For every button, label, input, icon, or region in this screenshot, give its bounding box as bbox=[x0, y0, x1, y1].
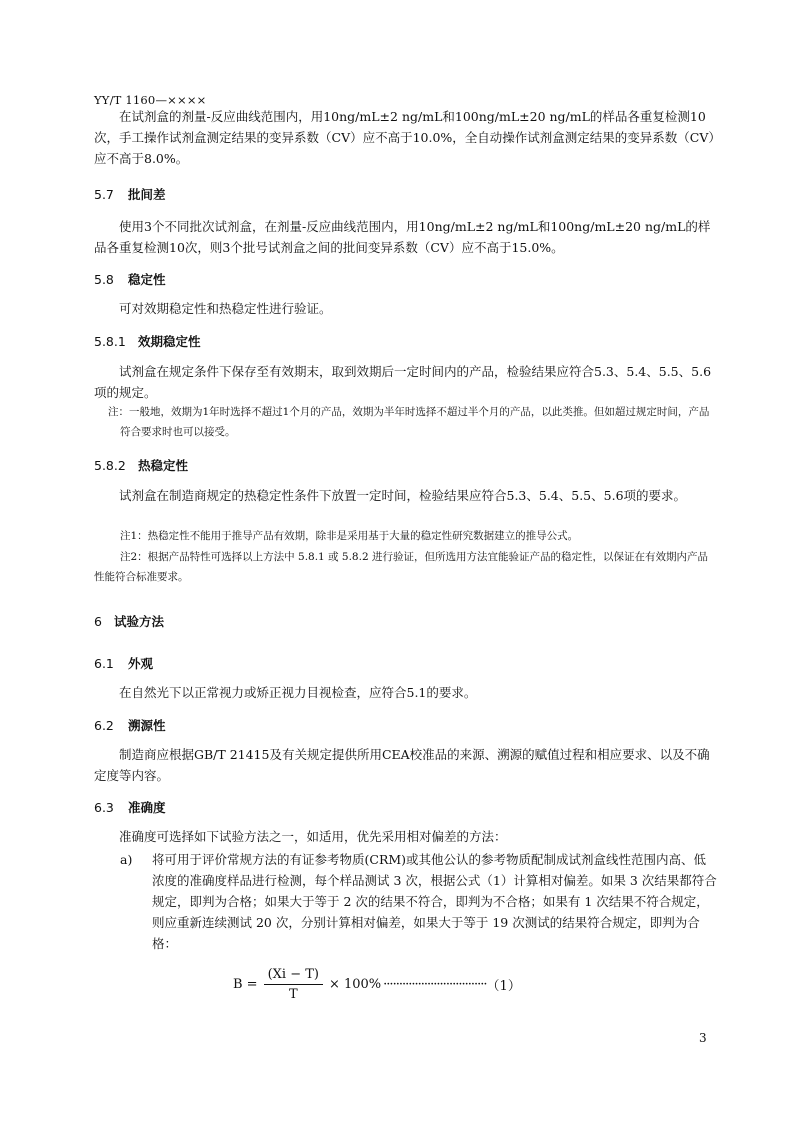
note-1-5-8-2: 注1：热稳定性不能用于推导产品有效期，除非是采用基于大量的稳定性研究数据建立的推导公式。 bbox=[120, 530, 579, 542]
formula-denominator: T bbox=[288, 986, 298, 1002]
section-number: 6.3 bbox=[94, 800, 114, 815]
formula-fraction bbox=[264, 967, 323, 1002]
paragraph-6-3-intro: 准确度可选择如下试验方法之一，如适用，优先采用相对偏差的方法： bbox=[119, 829, 507, 844]
list-item-a bbox=[120, 849, 718, 954]
section-title: 热稳定性 bbox=[138, 458, 189, 473]
formula-tag: （1） bbox=[486, 978, 521, 994]
section-title: 外观 bbox=[128, 656, 154, 671]
heading-6-1 bbox=[94, 654, 153, 672]
section-number: 6.2 bbox=[94, 718, 114, 733]
heading-6-3 bbox=[94, 798, 166, 816]
section-number: 5.7 bbox=[94, 187, 114, 202]
paragraph-5-6-continuation: 在试剂盒的剂量-反应曲线范围内，用10ng/mL±2 ng/mL和100ng/mL±20 ng/mL的样品各重复检测10次，手工操作试剂盒测定结果的变异系数（CV）应不高于10.0%，全自动操作试剂盒测定结果的变异系数（CV）应不高于8.0%。 bbox=[94, 109, 715, 166]
paragraph-5-7: 使用3个不同批次试剂盒，在剂量-反应曲线范围内，用10ng/mL±2 ng/mL和100ng/mL±20 ng/mL的样品各重复检测10次，则3个批号试剂盒之间的批间变异系数（CV）应不高于15.0%。 bbox=[94, 219, 711, 255]
section-number: 6.1 bbox=[94, 656, 114, 671]
heading-6 bbox=[94, 612, 164, 630]
document-id-header: YY/T 1160—×××× bbox=[94, 93, 207, 107]
section-title: 效期稳定性 bbox=[138, 334, 201, 349]
paragraph-5-8: 可对效期稳定性和热稳定性进行验证。 bbox=[119, 301, 332, 316]
heading-5-8-1 bbox=[94, 332, 201, 350]
formula-lhs: B = bbox=[233, 976, 258, 992]
paragraph-6-1: 在自然光下以正常视力或矫正视力目视检查，应符合5.1的要求。 bbox=[119, 685, 477, 700]
heading-5-7 bbox=[94, 185, 166, 203]
heading-6-2 bbox=[94, 716, 166, 734]
paragraph-5-8-2: 试剂盒在制造商规定的热稳定性条件下放置一定时间，检验结果应符合5.3、5.4、5.5、5.6项的要求。 bbox=[119, 488, 687, 503]
list-item-text: 将可用于评价常规方法的有证参考物质(CRM)或其他公认的参考物质配制成试剂盒线性范围内高、低浓度的准确度样品进行检测，每个样品测试 3 次，根据公式（1）计算相对偏差。如果 3 次结果都符合规定，即判为合格；如果大于等于 2 次的结果不符合，即判为不合格；如果有 1 次结果不符合规定，则应重新连续测试 20 次，分别计算相对偏差，如果大于等于 19 次测试的结果符合规定，即判为合格： bbox=[152, 852, 717, 951]
section-title: 溯源性 bbox=[128, 718, 166, 733]
section-title: 试验方法 bbox=[114, 614, 165, 629]
formula-numerator: (Xi − T) bbox=[264, 967, 323, 985]
paragraph-6-2: 制造商应根据GB/T 21415及有关规定提供所用CEA校准品的来源、溯源的赋值过程和相应要求、以及不确定度等内容。 bbox=[94, 747, 710, 783]
note-5-8-1: 注：一般地，效期为1年时选择不超过1个月的产品，效期为半年时选择不超过半个月的产品，以此类推。但如超过规定时间，产品符合要求时也可以接受。 bbox=[108, 406, 710, 438]
formula-1 bbox=[233, 962, 521, 1006]
section-number: 6 bbox=[94, 614, 102, 629]
page-number: 3 bbox=[699, 1031, 707, 1045]
section-title: 准确度 bbox=[128, 800, 166, 815]
formula-rhs: × 100% bbox=[328, 976, 382, 992]
note-2-5-8-2: 注2：根据产品特性可选择以上方法中 5.8.1 或 5.8.2 进行验证，但所选用方法宜能验证产品的稳定性，以保证在有效期内产品性能符合标准要求。 bbox=[94, 551, 708, 583]
heading-5-8 bbox=[94, 270, 166, 288]
section-number: 5.8.1 bbox=[94, 334, 126, 349]
heading-5-8-2 bbox=[94, 456, 188, 474]
paragraph-5-8-1: 试剂盒在规定条件下保存至有效期末，取到效期后一定时间内的产品，检验结果应符合5.3、5.4、5.5、5.6项的规定。 bbox=[94, 364, 712, 400]
section-number: 5.8 bbox=[94, 272, 114, 287]
list-item-label: a) bbox=[120, 852, 133, 867]
section-number: 5.8.2 bbox=[94, 458, 126, 473]
formula-leader-dots: ································· bbox=[383, 976, 487, 992]
section-title: 稳定性 bbox=[128, 272, 166, 287]
section-title: 批间差 bbox=[128, 187, 166, 202]
